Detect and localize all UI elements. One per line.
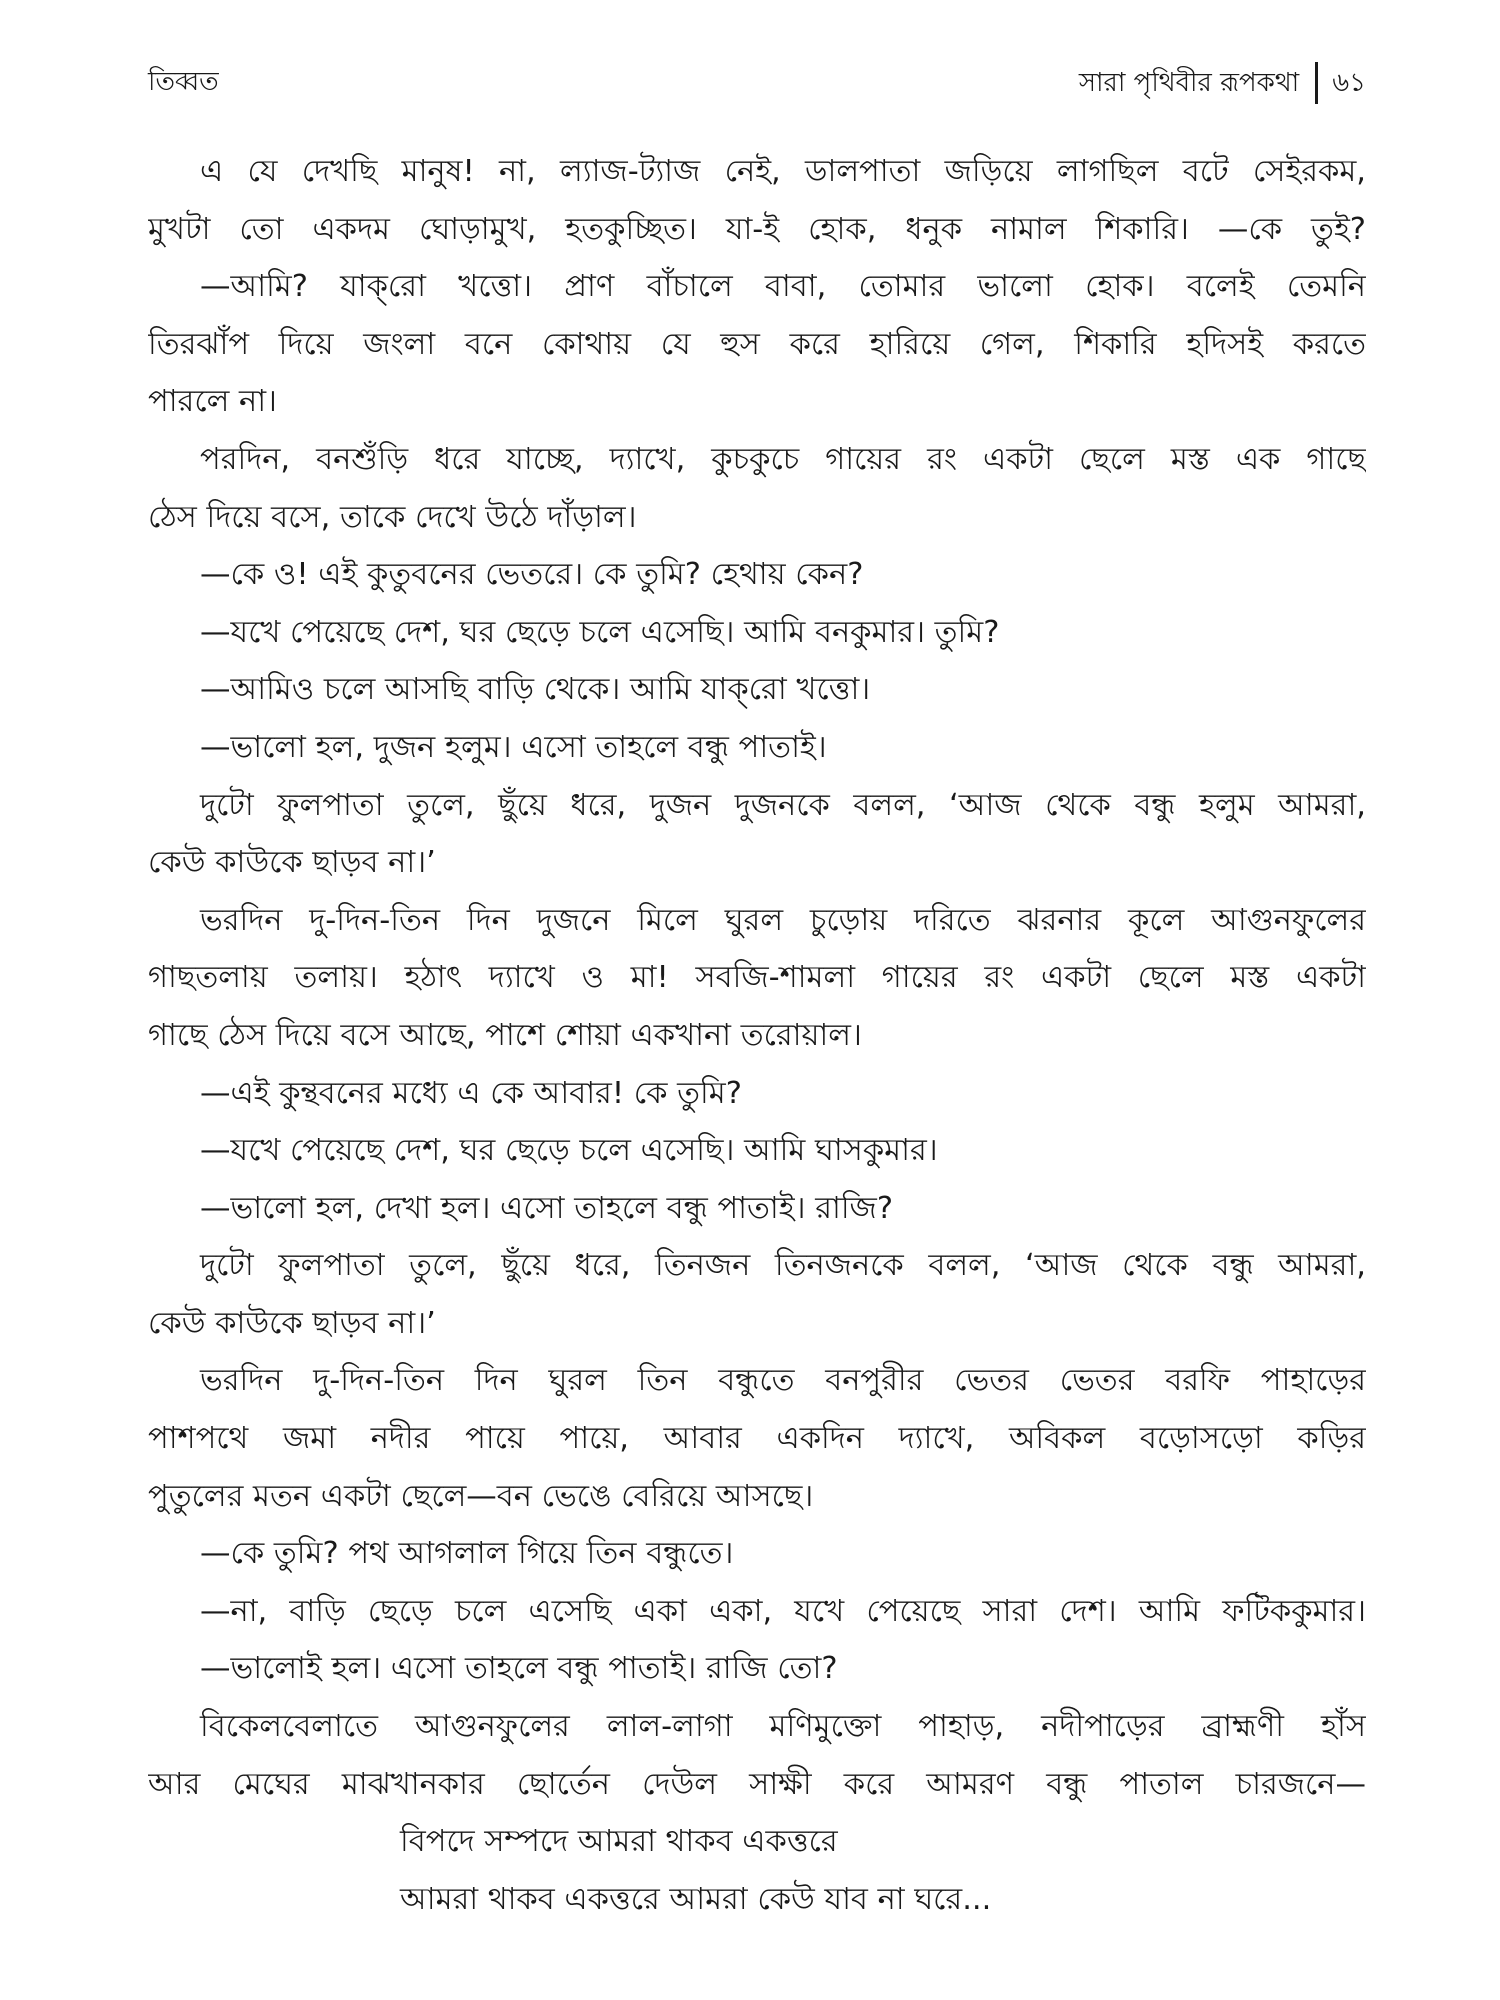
page-number: ৬১ bbox=[1332, 68, 1366, 98]
text-line: —যখে পেয়েছে দেশ, ঘর ছেড়ে চলে এসেছি। আমি বনকুমার। তুমি? bbox=[200, 614, 1000, 650]
text-line: গাছে ঠেস দিয়ে বসে আছে, পাশে শোয়া একখানা তরোয়াল। bbox=[148, 1017, 862, 1053]
chapter-title: তিব্বত bbox=[148, 67, 219, 97]
text-line: —কে ও! এই কুতুবনের ভেতরে। কে তুমি? হেথায় কেন? bbox=[200, 557, 864, 593]
text-line: —কে তুমি? পথ আগলাল গিয়ে তিন বন্ধুতে। bbox=[200, 1536, 734, 1572]
running-header bbox=[148, 62, 1366, 102]
text-line: —এই কুন্থবনের মধ্যে এ কে আবার! কে তুমি? bbox=[200, 1075, 742, 1111]
verse-line: বিপদে সম্পদে আমরা থাকব একত্তরে bbox=[400, 1824, 838, 1860]
header-separator bbox=[1315, 62, 1318, 104]
text-line: ভরদিন দু-দিন-তিন দিন ঘুরল তিন বন্ধুতে বনপুরীর ভেতর ভেতর বরফি পাহাড়ের bbox=[200, 1363, 1366, 1399]
text-line: বিকেলবেলাতে আগুনফুলের লাল-লাগা মণিমুক্তো পাহাড়, নদীপাড়ের ব্রাহ্মণী হাঁস bbox=[200, 1709, 1366, 1745]
text-line: —যখে পেয়েছে দেশ, ঘর ছেড়ে চলে এসেছি। আমি ঘাসকুমার। bbox=[200, 1133, 938, 1169]
text-line: ভরদিন দু-দিন-তিন দিন দুজনে মিলে ঘুরল চুড়োয় দরিতে ঝরনার কূলে আগুনফুলের bbox=[200, 902, 1366, 938]
text-line: —ভালো হল, দুজন হলুম। এসো তাহলে বন্ধু পাতাই। bbox=[200, 729, 827, 765]
text-line: —না, বাড়ি ছেড়ে চলে এসেছি একা একা, যখে পেয়েছে সারা দেশ। আমি ফটিককুমার। bbox=[200, 1593, 1366, 1629]
text-line: মুখটা তো একদম ঘোড়ামুখ, হতকুচ্ছিত। যা-ই হোক, ধনুক নামাল শিকারি। —কে তুই? bbox=[148, 211, 1366, 247]
text-line: পাশপথে জমা নদীর পায়ে পায়ে, আবার একদিন দ্যাখে, অবিকল বড়োসড়ো কড়ির bbox=[148, 1421, 1366, 1457]
text-line: ঠেস দিয়ে বসে, তাকে দেখে উঠে দাঁড়াল। bbox=[148, 499, 637, 535]
text-line: এ যে দেখছি মানুষ! না, ল্যাজ-ট্যাজ নেই, ডালপাতা জড়িয়ে লাগছিল বটে সেইরকম, bbox=[200, 154, 1366, 189]
text-line: পরদিন, বনশুঁড়ি ধরে যাচ্ছে, দ্যাখে, কুচকুচে গায়ের রং একটা ছেলে মস্ত এক গাছে bbox=[200, 441, 1366, 477]
text-line: দুটো ফুলপাতা তুলে, ছুঁয়ে ধরে, তিনজন তিনজনকে বলল, ‘আজ থেকে বন্ধু আমরা, bbox=[200, 1248, 1366, 1284]
text-line: কেউ কাউকে ছাড়ব না।’ bbox=[148, 845, 436, 881]
text-line: —ভালো হল, দেখা হল। এসো তাহলে বন্ধু পাতাই। রাজি? bbox=[200, 1190, 894, 1226]
text-line: —ভালোই হল। এসো তাহলে বন্ধু পাতাই। রাজি তো? bbox=[200, 1651, 838, 1687]
text-line: পারলে না। bbox=[148, 384, 277, 420]
book-title: সারা পৃথিবীর রূপকথা bbox=[1078, 68, 1300, 98]
body-text bbox=[148, 143, 1366, 1928]
text-line: আর মেঘের মাঝখানকার ছোর্তেন দেউল সাক্ষী করে আমরণ বন্ধু পাতাল চারজনে— bbox=[148, 1766, 1366, 1802]
header-right-group bbox=[1079, 62, 1366, 104]
text-line: কেউ কাউকে ছাড়ব না।’ bbox=[148, 1305, 436, 1341]
text-line: —আমি? যাক্‌রো খত্তো। প্রাণ বাঁচালে বাবা, তোমার ভালো হোক। বলেই তেমনি bbox=[200, 269, 1366, 305]
verse-line: আমরা থাকব একত্তরে আমরা কেউ যাব না ঘরে... bbox=[400, 1881, 992, 1917]
text-line: দুটো ফুলপাতা তুলে, ছুঁয়ে ধরে, দুজন দুজনকে বলল, ‘আজ থেকে বন্ধু হলুম আমরা, bbox=[200, 787, 1366, 823]
text-line: গাছতলায় তলায়। হঠাৎ দ্যাখে ও মা! সবজি-শামলা গায়ের রং একটা ছেলে মস্ত একটা bbox=[148, 960, 1366, 996]
text-line: তিরঝাঁপ দিয়ে জংলা বনে কোথায় যে হুস করে হারিয়ে গেল, শিকারি হদিসই করতে bbox=[148, 326, 1366, 362]
text-line: —আমিও চলে আসছি বাড়ি থেকে। আমি যাক্‌রো খত্তো। bbox=[200, 672, 871, 708]
text-line: পুতুলের মতন একটা ছেলে—বন ভেঙে বেরিয়ে আসছে। bbox=[148, 1478, 814, 1514]
